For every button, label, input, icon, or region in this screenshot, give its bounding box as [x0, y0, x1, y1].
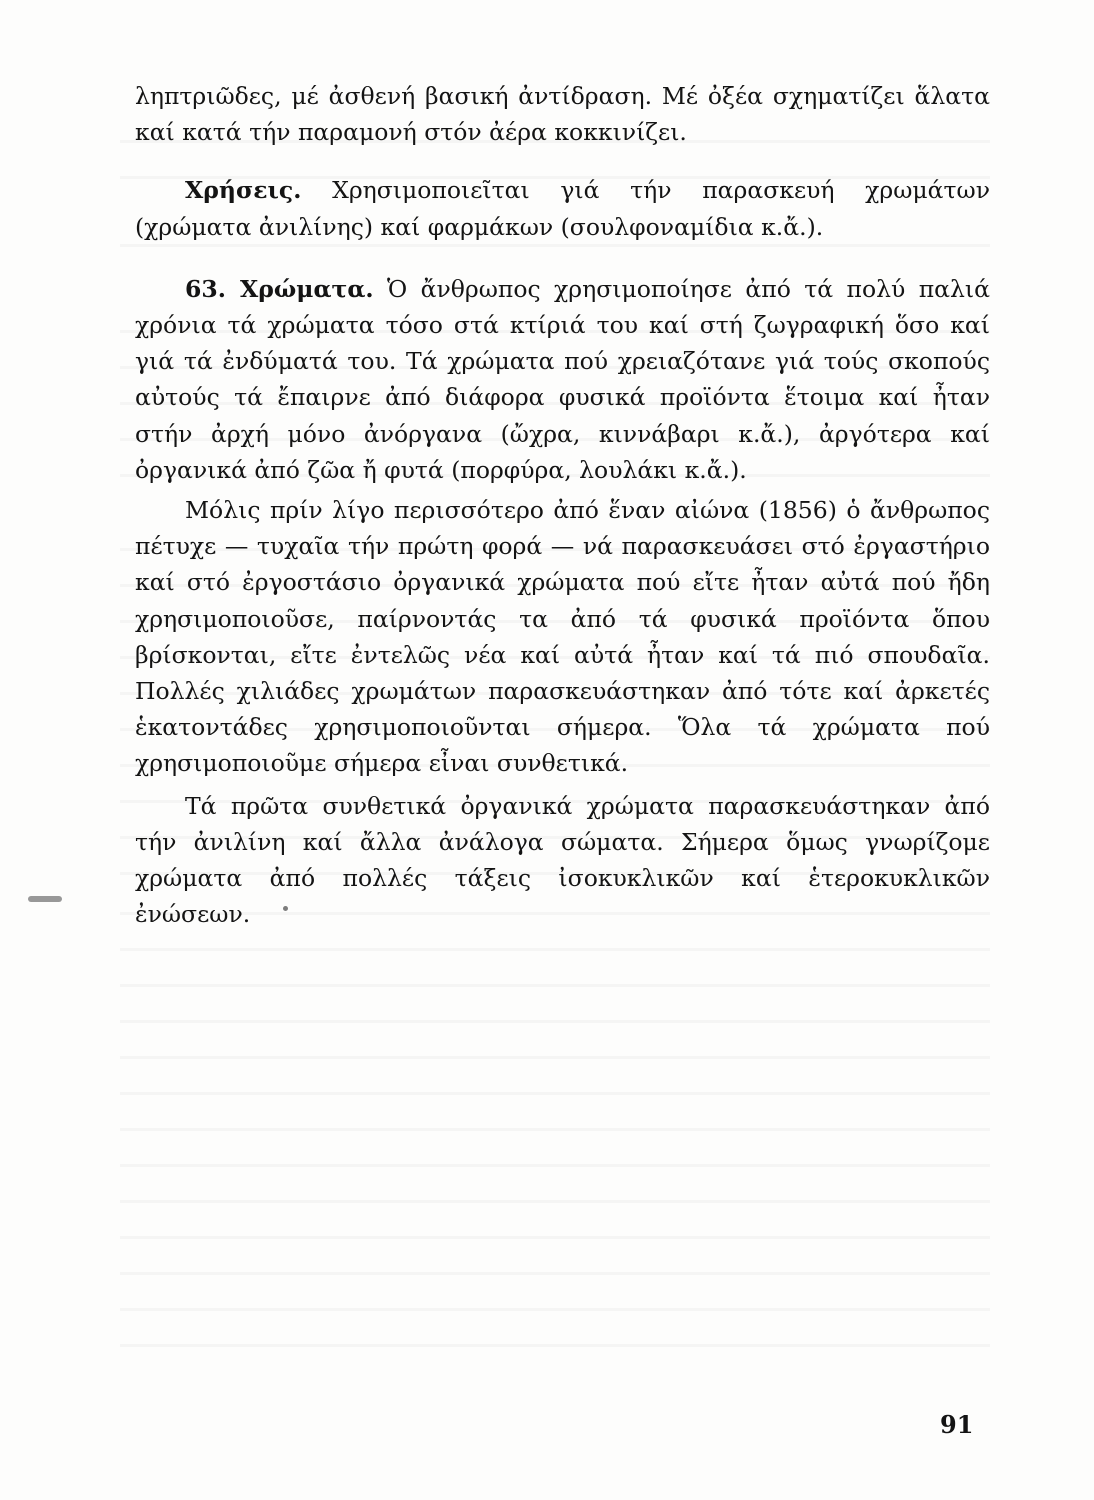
paragraph-text: ληπτριῶδες, μέ ἀσθενή βασική ἀντίδραση. Μέ ὀξέα σχηματίζει ἅλατα καί κατά τήν παραμονή στόν ἀέρα κοκκινίζει. — [135, 82, 990, 147]
paragraph-text: Ὁ ἄνθρωπος χρησιμοποίησε ἀπό τά πολύ παλιά χρόνια τά χρώματα τόσο στά κτίριά του καί στή ζωγραφική ὅσο καί γιά τά ἐνδύματά του. Τά χρώματα πού χρειαζότανε γιά τούς σκοπούς αὐτούς τά ἔπαιρνε ἀπό διάφορα φυσικά προϊόντα ἕτοιμα καί ἦταν στήν ἀρχή μόνο ἀνόργανα (ὤχρα, κιννάβαρι κ.ἄ.), ἀργότερα καί ὀργανικά ἀπό ζῶα ἤ φυτά (πορφύρα, λουλάκι κ.ἄ.). — [135, 274, 990, 484]
paragraph-text: Χρησιμοποιεῖται γιά τήν παρασκευή χρωμάτων (χρώματα ἀνιλίνης) καί φαρμάκων (σουλφοναμίδια κ.ἄ.). — [135, 176, 990, 241]
paragraph-synthetic-history — [135, 492, 990, 782]
paragraph-text: Μόλις πρίν λίγο περισσότερο ἀπό ἕναν αἰώνα (1856) ὁ ἄνθρωπος πέτυχε — τυχαῖα τήν πρώτη φορά — νά παρασκευάσει στό ἐργαστήριο καί στό ἐργοστάσιο ὀργανικά χρώματα πού εἴτε ἦταν αὐτά πού ἤδη χρησιμοποιοῦσε, παίρνοντάς τα ἀπό τά φυσικά προϊόντα ὅπου βρίσκονται, εἴτε ἐντελῶς νέα καί αὐτά ἦταν καί τά πιό σπουδαῖα. Πολλές χιλιάδες χρωμάτων παρασκευάστηκαν ἀπό τότε καί ἀρκετές ἑκατοντάδες χρησιμοποιοῦνται σήμερα. Ὅλα τά χρώματα πού χρησιμοποιοῦμε σήμερα εἶναι συνθετικά. — [135, 496, 990, 778]
page-number: 91 — [940, 1410, 974, 1439]
section-63-paragraph — [135, 271, 990, 488]
paragraph-lead: Χρήσεις. — [185, 176, 302, 205]
body-text — [135, 78, 990, 932]
paragraph-continuation — [135, 78, 990, 150]
ink-speck — [283, 906, 288, 911]
paragraph-first-synthetic — [135, 788, 990, 933]
ink-smudge — [28, 896, 62, 902]
section-heading: 63. Χρώματα. — [185, 274, 374, 303]
paragraph-text: Τά πρῶτα συνθετικά ὀργανικά χρώματα παρασκευάστηκαν ἀπό τήν ἀνιλίνη καί ἄλλα ἀνάλογα σώματα. Σήμερα ὅμως γνωρίζομε χρώματα ἀπό πολλές τάξεις ἰσοκυκλικῶν καί ἑτεροκυκλικῶν ἐνώσεων. — [135, 791, 990, 929]
paragraph-uses — [135, 172, 990, 244]
